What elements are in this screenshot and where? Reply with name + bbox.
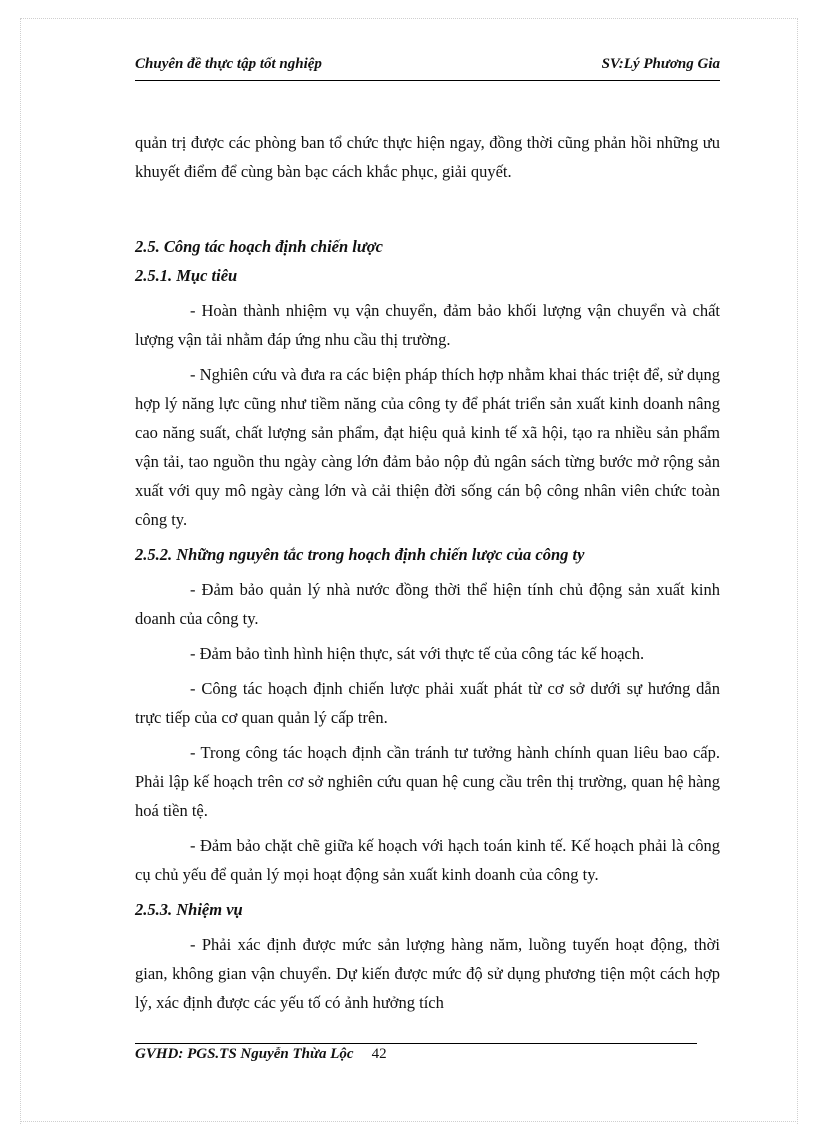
heading-2-5: 2.5. Công tác hoạch định chiến lược (135, 237, 383, 256)
heading-2-5-2: 2.5.2. Những nguyên tắc trong hoạch định chiến lược của công ty (135, 545, 585, 564)
page-bottom-edge (20, 1121, 796, 1122)
intro-paragraph: quản trị được các phòng ban tổ chức thực hiện ngay, đồng thời cũng phản hồi những ưu khuyết điểm để cùng bàn bạc cách khắc phục, giải quyết. (135, 133, 720, 181)
footer-supervisor: GVHD: PGS.TS Nguyễn Thừa Lộc (135, 1046, 354, 1062)
paragraph: - Phải xác định được mức sản lượng hàng năm, luồng tuyến hoạt động, thời gian, không gian vận chuyển. Dự kiến được mức độ sử dụng phương tiện một cách hợp lý, xác định được các yếu tố có ảnh hưởng tích (135, 935, 720, 1012)
page-footer (135, 1046, 387, 1063)
header-rule (135, 80, 720, 81)
header-student: SV:Lý Phương Gia (601, 56, 720, 72)
page-header (135, 56, 720, 75)
paragraph: - Đảm bảo tình hình hiện thực, sát với thực tế của công tác kế hoạch. (190, 644, 645, 663)
page-number: 42 (371, 1046, 387, 1062)
header-title: Chuyên đề thực tập tốt nghiệp (135, 56, 322, 72)
paragraph: - Hoàn thành nhiệm vụ vận chuyển, đảm bảo khối lượng vận chuyển và chất lượng vận tải nhằm đáp ứng nhu cầu thị trường. (135, 301, 720, 349)
paragraph: - Đảm bảo chặt chẽ giữa kế hoạch với hạch toán kinh tế. Kế hoạch phải là công cụ chủ yếu để quản lý mọi hoạt động sản xuất kinh doanh của công ty. (135, 836, 720, 884)
document-body (135, 128, 720, 1017)
heading-2-5-3: 2.5.3. Nhiệm vụ (135, 900, 243, 919)
paragraph: - Trong công tác hoạch định cần tránh tư tưởng hành chính quan liêu bao cấp. Phải lập kế hoạch trên cơ sở nghiên cứu quan hệ cung cầu trên thị trường, quan hệ hàng hoá tiền tệ. (135, 743, 720, 820)
paragraph: - Nghiên cứu và đưa ra các biện pháp thích hợp nhằm khai thác triệt để, sử dụng hợp lý năng lực cũng như tiềm năng của công ty để phát triển sản xuất kinh doanh nâng cao năng suất, chất lượng sản phẩm, đạt hiệu quả kinh tế xã hội, tạo ra nhiều sản phẩm vận tải, tao nguồn thu ngày càng lớn đảm bảo nộp đủ ngân sách từng bước mở rộng sản xuất với quy mô ngày càng lớn và cải thiện đời sống cán bộ công nhân viên chức toàn công ty. (135, 365, 720, 529)
footer-rule (135, 1043, 697, 1044)
heading-2-5-1: 2.5.1. Mục tiêu (135, 266, 238, 285)
paragraph: - Công tác hoạch định chiến lược phải xuất phát từ cơ sở dưới sự hướng dẫn trực tiếp của cơ quan quản lý cấp trên. (135, 679, 720, 727)
paragraph: - Đảm bảo quản lý nhà nước đồng thời thể hiện tính chủ động sản xuất kinh doanh của công ty. (135, 580, 720, 628)
